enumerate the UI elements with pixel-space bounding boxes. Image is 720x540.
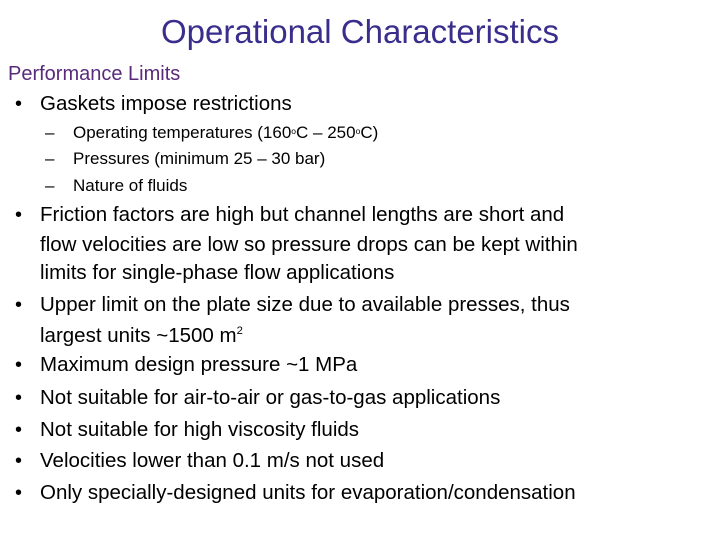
air-to-air-text: Not suitable for air-to-air or gas-to-gas applications (40, 386, 501, 409)
plate-size-line-2: largest units ~1500 $m^2$ (40, 324, 243, 347)
max-pressure-text: Maximum design pressure ~1 MPa (40, 353, 358, 376)
plate-size-line-1: Upper limit on the plate size due to available presses, thus (40, 293, 570, 316)
dash-marker: – (45, 149, 55, 168)
bullet-marker: • (15, 294, 23, 316)
dash-marker: – (45, 176, 55, 195)
bullet-marker: • (15, 93, 23, 115)
friction-line-2: flow velocities are low so pressure drops can be kept within (40, 233, 578, 256)
bullet-marker: • (15, 204, 23, 226)
fluids-subitem: Nature of fluids (73, 176, 188, 195)
friction-line-1: Friction factors are high but channel lengths are short and (40, 203, 565, 226)
dash-marker: – (45, 123, 55, 142)
evaporation-text: Only specially-designed units for evaporation/condensation (40, 481, 576, 504)
section-heading: Performance Limits (8, 63, 181, 85)
bullet-marker: • (15, 482, 23, 504)
pressures-subitem: Pressures (minimum 25 – 30 bar) (73, 149, 326, 168)
temperatures-subitem: Operating temperatures $(160_oC - 250_oC)$ (73, 123, 379, 142)
bullet-marker: • (15, 450, 23, 472)
bullet-marker: • (15, 419, 23, 441)
viscosity-text: Not suitable for high viscosity fluids (40, 418, 360, 441)
gaskets-text: Gaskets impose restrictions (40, 92, 292, 115)
friction-line-3: limits for single-phase flow applications (40, 261, 395, 284)
bullet-marker: • (15, 387, 23, 409)
slide-title: Operational Characteristics (161, 13, 559, 50)
velocity-text: Velocities lower than 0.1 m/s not used (40, 449, 385, 472)
bullet-marker: • (15, 354, 23, 376)
